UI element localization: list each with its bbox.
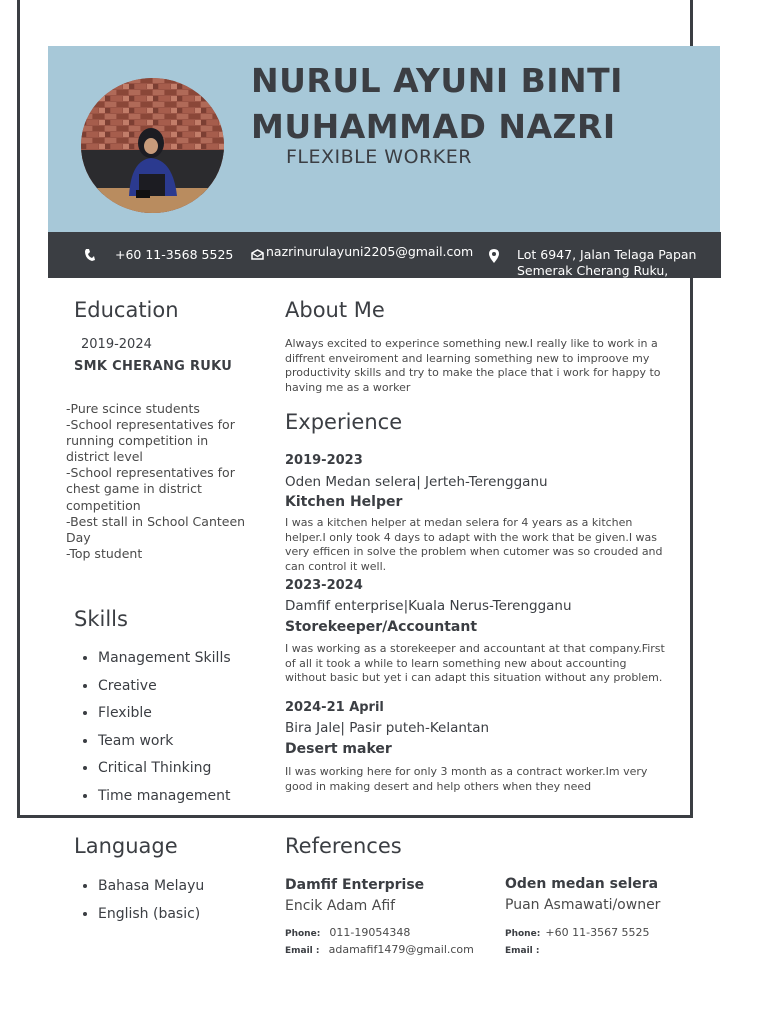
language-title: Language — [74, 834, 178, 858]
job-description-line: can control it well. — [285, 559, 387, 573]
job-description-line: helper.I only took 4 days to adapt with the work that be given.I was — [285, 530, 658, 544]
job-description-line: without basic but yet i can adapt this situation without any problem. — [285, 671, 663, 684]
name-line-1: NURUL AYUNI BINTI — [251, 61, 623, 100]
job-company: Damfif enterprise|Kuala Nerus-Terengganu — [285, 598, 572, 614]
name-line-2: MUHAMMAD NAZRI — [251, 107, 616, 146]
job-description-line: I was a kitchen helper at medan selera for 4 years as a kitchen — [285, 516, 633, 529]
job-years: 2024-21 April — [285, 700, 384, 715]
profile-photo — [81, 78, 224, 213]
references-title: References — [285, 834, 402, 858]
skill-item: • Critical Thinking — [98, 759, 231, 787]
email-address: nazrinurulayuni2205@gmail.com — [266, 244, 474, 259]
location-pin-icon — [489, 249, 499, 263]
job-company: Oden Medan selera| Jerteh-Terengganu — [285, 474, 548, 490]
skill-item: • Management Skills — [98, 649, 231, 677]
reference-email — [505, 938, 540, 957]
education-title: Education — [74, 298, 179, 322]
job-position: Storekeeper/Accountant — [285, 619, 478, 635]
job-years: 2019-2023 — [285, 453, 363, 468]
skills-title: Skills — [74, 607, 128, 631]
about-line: productivity skills and try to make the place that i work for happy to — [285, 366, 661, 379]
skills-list — [74, 649, 231, 814]
phone-label: Phone: — [285, 929, 321, 939]
education-school: SMK CHERANG RUKU — [74, 359, 233, 374]
email-label: Email : — [285, 946, 320, 956]
education-note: -School representatives for — [66, 417, 235, 433]
phone-label: Phone: — [505, 929, 541, 939]
job-role: FLEXIBLE WORKER — [286, 146, 472, 168]
skill-item: • Team work — [98, 732, 231, 760]
address-line-1: Lot 6947, Jalan Telaga Papan — [517, 247, 697, 262]
job-years: 2023-2024 — [285, 578, 363, 593]
language-list — [74, 877, 204, 932]
reference-email — [285, 938, 474, 957]
education-note: -Best stall in School Canteen — [66, 513, 246, 529]
education-note: running competition in — [66, 433, 209, 449]
job-description-line: Il was working here for only 3 month as a contract worker.Im very — [285, 765, 648, 778]
reference-person: Encik Adam Afif — [285, 898, 396, 914]
education-note: Day — [66, 529, 91, 545]
reference-company: Oden medan selera — [505, 876, 659, 892]
candidate-name — [251, 58, 623, 150]
job-description-line: I was working as a storekeeper and accountant at that company.First — [285, 642, 665, 655]
job-description-line: good in making desert and help others when they need — [285, 779, 592, 793]
education-note: chest game in district — [66, 481, 202, 497]
job-position: Desert maker — [285, 741, 392, 757]
job-description — [285, 516, 695, 574]
phone-value: +60 11-3567 5525 — [545, 926, 650, 939]
about-line: diffrent enveiroment and learning something new to improove my — [285, 351, 650, 365]
job-description-line: very efficen in solve the problem when cutomer was so crouded and — [285, 545, 663, 558]
education-years: 2019-2024 — [81, 337, 152, 352]
education-note: -Top student — [66, 545, 143, 561]
phone-value: 011-19054348 — [329, 926, 411, 939]
phone-icon — [84, 248, 96, 262]
skill-item: • Creative — [98, 677, 231, 705]
reference-company: Damfif Enterprise — [285, 877, 425, 893]
education-note: district level — [66, 449, 143, 465]
language-item: • Bahasa Melayu — [98, 877, 204, 905]
job-description — [285, 642, 695, 686]
job-description-line: of all it took a while to learn something new about accounting — [285, 656, 627, 670]
phone-number: +60 11-3568 5525 — [115, 247, 234, 262]
contact-bar — [48, 232, 721, 278]
education-note: -School representatives for — [66, 465, 235, 481]
job-company: Bira Jale| Pasir puteh-Kelantan — [285, 720, 490, 736]
email-value: adamafif1479@gmail.com — [328, 943, 474, 956]
email-label: Email : — [505, 946, 540, 956]
about-line: having me as a worker — [285, 380, 411, 394]
skill-item: • Time management — [98, 787, 231, 815]
education-note: -Pure scince students — [66, 401, 200, 416]
reference-person: Puan Asmawati/owner — [505, 897, 661, 913]
about-title: About Me — [285, 298, 385, 322]
address-line-2: Semerak Cherang Ruku, — [517, 263, 669, 278]
language-item: • English (basic) — [98, 905, 204, 933]
skill-item: • Flexible — [98, 704, 231, 732]
education-note: competition — [66, 497, 141, 513]
job-description — [285, 765, 695, 794]
about-text — [285, 337, 695, 395]
email-icon — [251, 249, 264, 260]
experience-title: Experience — [285, 410, 403, 434]
job-position: Kitchen Helper — [285, 494, 403, 510]
about-line: Always excited to experince something new.I really like to work in a — [285, 337, 658, 350]
education-notes — [66, 401, 245, 562]
